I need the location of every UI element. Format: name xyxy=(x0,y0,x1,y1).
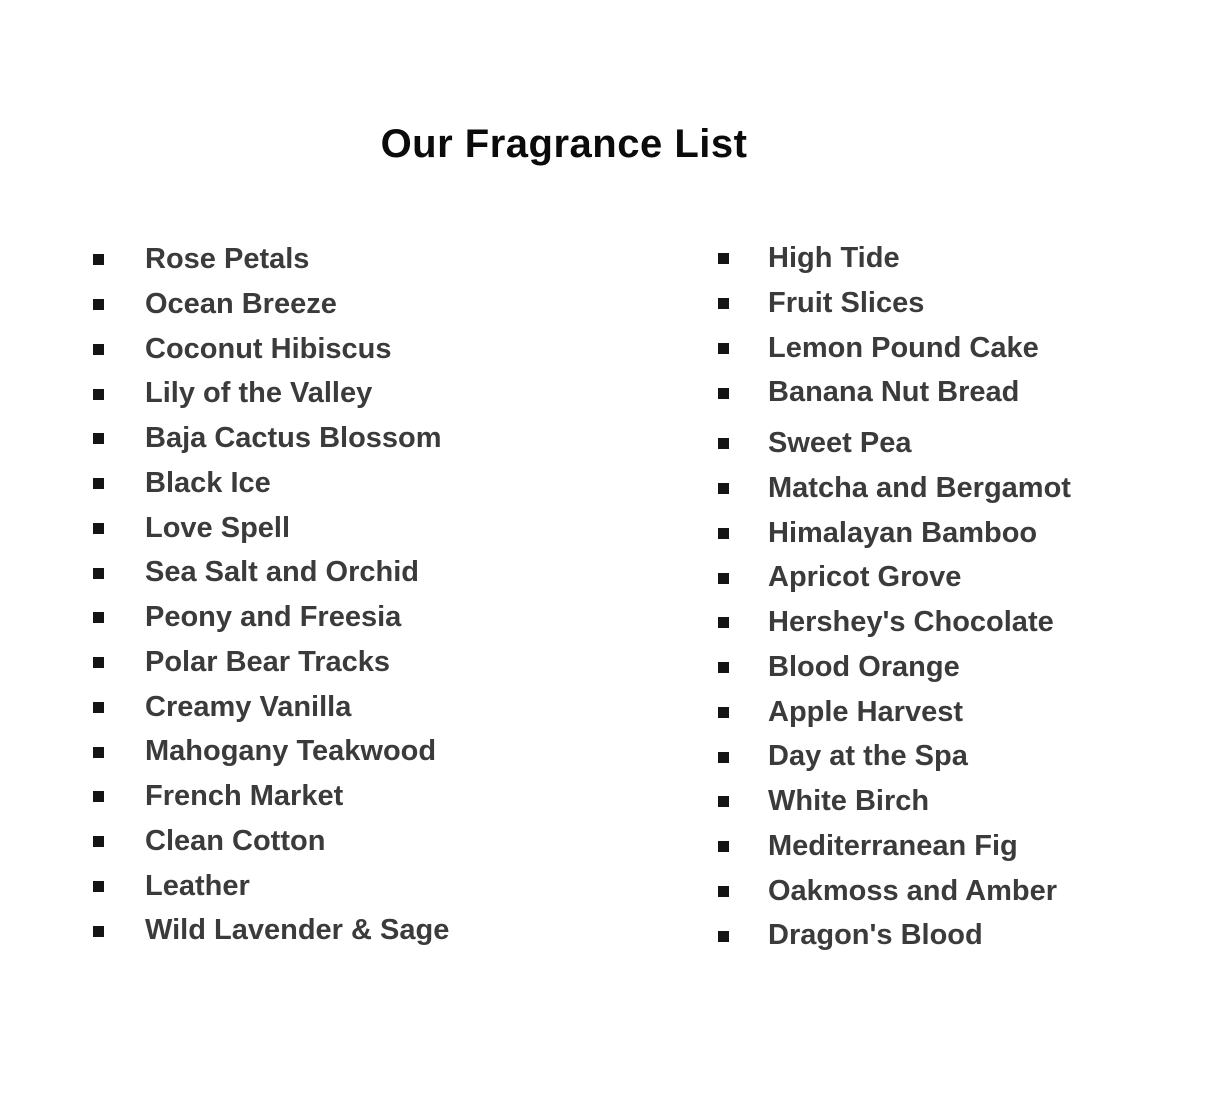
list-item xyxy=(93,282,449,327)
square-bullet-icon xyxy=(718,617,729,628)
fragrance-name: Coconut Hibiscus xyxy=(145,332,392,365)
square-bullet-icon xyxy=(93,657,104,668)
square-bullet-icon xyxy=(718,483,729,494)
list-item xyxy=(718,869,1071,914)
list-item xyxy=(718,645,1071,690)
fragrance-name: Fruit Slices xyxy=(768,286,925,319)
fragrance-name: French Market xyxy=(145,780,344,812)
fragrance-name: Leather xyxy=(145,869,250,902)
fragrance-name: Lily of the Valley xyxy=(145,377,373,410)
list-item xyxy=(93,819,449,864)
fragrance-name: Apricot Grove xyxy=(768,561,962,594)
list-item xyxy=(718,555,1071,600)
fragrance-name: Wild Lavender & Sage xyxy=(145,914,450,947)
square-bullet-icon xyxy=(718,931,729,942)
square-bullet-icon xyxy=(718,528,729,539)
fragrance-name: Creamy Vanilla xyxy=(145,690,352,723)
list-item xyxy=(718,824,1071,869)
fragrance-name: Hershey's Chocolate xyxy=(768,606,1054,638)
list-item xyxy=(93,640,449,685)
list-item xyxy=(718,236,1071,281)
square-bullet-icon xyxy=(718,388,729,399)
fragrance-name: Day at the Spa xyxy=(768,740,968,773)
square-bullet-icon xyxy=(93,568,104,579)
list-item xyxy=(718,281,1071,326)
page-title: Our Fragrance List xyxy=(380,122,748,166)
fragrance-name: Blood Orange xyxy=(768,650,960,683)
fragrance-name: White Birch xyxy=(768,785,930,817)
fragrance-name: Apple Harvest xyxy=(768,695,964,728)
fragrance-name: Rose Petals xyxy=(145,243,310,275)
square-bullet-icon xyxy=(718,707,729,718)
fragrance-column-left xyxy=(93,237,449,953)
list-item xyxy=(718,690,1071,735)
square-bullet-icon xyxy=(718,573,729,584)
square-bullet-icon xyxy=(718,886,729,897)
list-item xyxy=(93,327,449,372)
list-item xyxy=(93,685,449,730)
fragrance-name: Mediterranean Fig xyxy=(768,829,1018,862)
list-item xyxy=(718,466,1071,511)
fragrance-name: Oakmoss and Amber xyxy=(768,874,1058,907)
square-bullet-icon xyxy=(93,433,104,444)
square-bullet-icon xyxy=(93,747,104,758)
square-bullet-icon xyxy=(93,389,104,400)
square-bullet-icon xyxy=(93,836,104,847)
list-item xyxy=(93,237,449,282)
fragrance-name: Dragon's Blood xyxy=(768,919,983,952)
fragrance-name: Baja Cactus Blossom xyxy=(145,422,442,454)
list-item xyxy=(718,511,1071,556)
fragrance-name: Sweet Pea xyxy=(768,427,912,459)
list-item xyxy=(93,550,449,595)
fragrance-name: Sea Salt and Orchid xyxy=(145,556,419,589)
list-item xyxy=(718,326,1071,371)
list-item xyxy=(718,421,1071,466)
fragrance-column-right xyxy=(718,236,1071,958)
square-bullet-icon xyxy=(718,662,729,673)
list-item xyxy=(718,734,1071,779)
square-bullet-icon xyxy=(718,841,729,852)
list-item xyxy=(93,774,449,819)
square-bullet-icon xyxy=(718,253,729,264)
square-bullet-icon xyxy=(93,926,104,937)
square-bullet-icon xyxy=(93,254,104,265)
list-item xyxy=(93,371,449,416)
square-bullet-icon xyxy=(93,478,104,489)
list-item xyxy=(93,864,449,909)
list-item xyxy=(718,600,1071,645)
square-bullet-icon xyxy=(93,523,104,534)
square-bullet-icon xyxy=(718,438,729,449)
fragrance-name: Lemon Pound Cake xyxy=(768,331,1039,364)
fragrance-name: Love Spell xyxy=(145,511,291,544)
list-item xyxy=(93,506,449,551)
list-item xyxy=(93,908,449,953)
fragrance-name: Clean Cotton xyxy=(145,824,326,857)
square-bullet-icon xyxy=(718,298,729,309)
square-bullet-icon xyxy=(93,702,104,713)
list-item xyxy=(93,461,449,506)
square-bullet-icon xyxy=(718,752,729,763)
square-bullet-icon xyxy=(718,796,729,807)
fragrance-name: Peony and Freesia xyxy=(145,601,402,633)
square-bullet-icon xyxy=(93,344,104,355)
square-bullet-icon xyxy=(718,343,729,354)
fragrance-name: Banana Nut Bread xyxy=(768,376,1020,409)
square-bullet-icon xyxy=(93,881,104,892)
fragrance-name: Ocean Breeze xyxy=(145,287,337,320)
list-item xyxy=(93,729,449,774)
square-bullet-icon xyxy=(93,612,104,623)
fragrance-name: Polar Bear Tracks xyxy=(145,645,391,678)
fragrance-name: Matcha and Bergamot xyxy=(768,471,1071,504)
list-item xyxy=(93,595,449,640)
square-bullet-icon xyxy=(93,299,104,310)
fragrance-name: Black Ice xyxy=(145,466,271,499)
list-item xyxy=(718,370,1071,415)
square-bullet-icon xyxy=(93,791,104,802)
list-item xyxy=(718,779,1071,824)
list-item xyxy=(718,913,1071,958)
fragrance-name: Mahogany Teakwood xyxy=(145,735,437,768)
fragrance-name: Himalayan Bamboo xyxy=(768,516,1038,549)
fragrance-name: High Tide xyxy=(768,242,900,274)
list-item xyxy=(93,416,449,461)
